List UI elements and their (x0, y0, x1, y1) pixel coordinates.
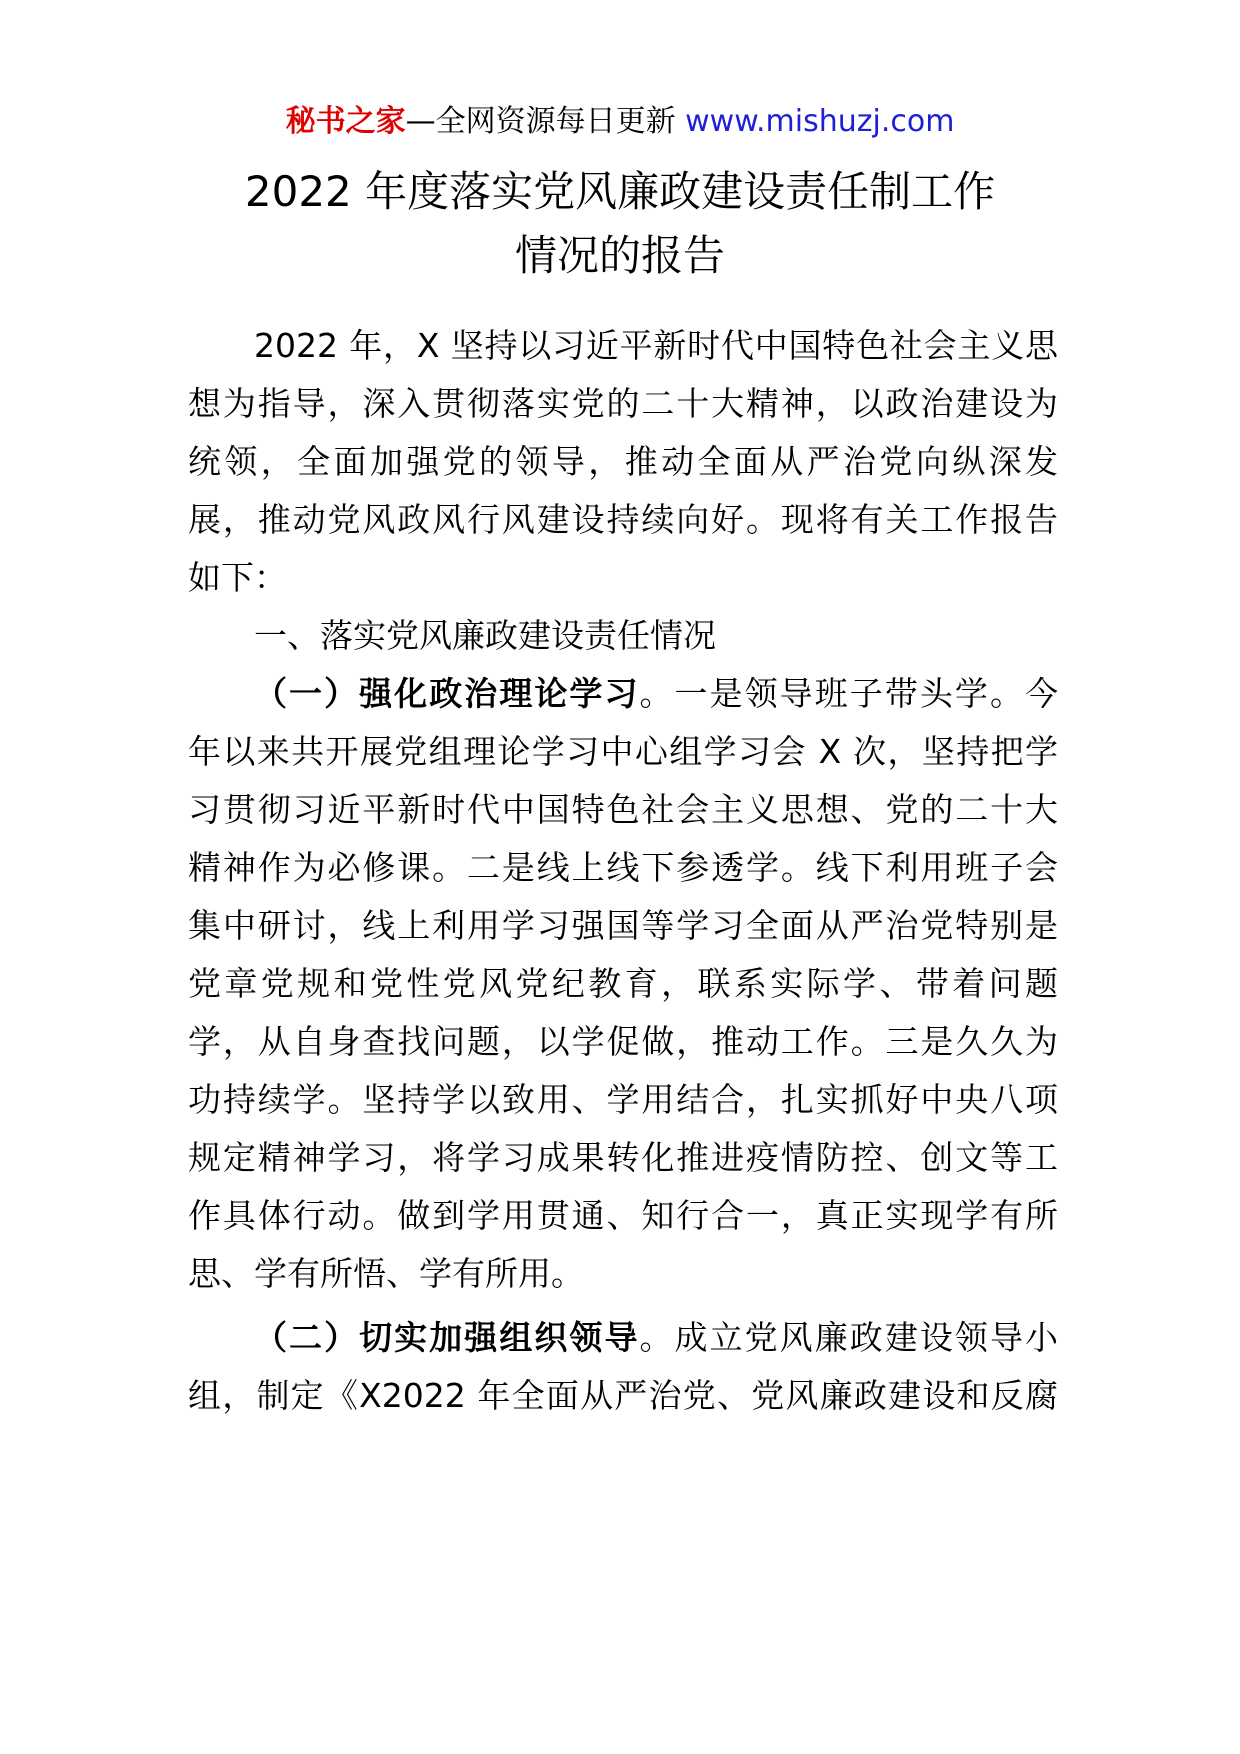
paragraph-2-first-line (254, 670, 1058, 718)
paragraph-1-line: 展，推动党风政风行风建设持续向好。现将有关工作报告 (188, 500, 1058, 539)
paragraph-3-line: 组，制定《X2022 年全面从严治党、党风廉政建设和反腐 (188, 1376, 1058, 1415)
paragraph-2-line: 精神作为必修课。二是线上线下参透学。线下利用班子会 (188, 848, 1058, 887)
paragraph-2-line: 作具体行动。做到学用贯通、知行合一，真正实现学有所 (188, 1196, 1058, 1235)
site-header (0, 100, 1240, 144)
section-heading-1: 一、落实党风廉政建设责任情况 (254, 616, 716, 655)
paragraph-2-line: 学，从自身查找问题，以学促做，推动工作。三是久久为 (188, 1022, 1058, 1061)
subsection-heading-1: （一）强化政治理论学习 (254, 674, 640, 713)
paragraph-2-line: 习贯彻习近平新时代中国特色社会主义思想、党的二十大 (188, 790, 1058, 829)
paragraph-2-line: 年以来共开展党组理论学习中心组学习会 X 次，坚持把学 (188, 732, 1058, 771)
site-url-link[interactable]: www.mishuzj.com (685, 104, 955, 139)
document-title-line-2: 情况的报告 (514, 231, 725, 280)
document-title-line-1: 2022 年度落实党风廉政建设责任制工作 (244, 167, 996, 216)
paragraph-2-line: 集中研讨，线上利用学习强国等学习全面从严治党特别是 (188, 906, 1058, 945)
paragraph-3-first-line (254, 1314, 1058, 1362)
subsection-heading-2: （二）切实加强组织领导 (254, 1318, 640, 1357)
paragraph-1-line: 如下： (188, 558, 287, 597)
paragraph-3-first-line-text: 。成立党风廉政建设领导小 (639, 1318, 1059, 1357)
paragraph-2-line: 思、学有所悟、学有所用。 (188, 1254, 584, 1293)
paragraph-2-line: 功持续学。坚持学以致用、学用结合，扎实抓好中央八项 (188, 1080, 1058, 1119)
brand-name: 秘书之家 (285, 104, 406, 139)
paragraph-2-line: 规定精神学习，将学习成果转化推进疫情防控、创文等工 (188, 1138, 1058, 1177)
paragraph-1-line: 想为指导，深入贯彻落实党的二十大精神，以政治建设为 (188, 384, 1058, 423)
paragraph-1-line: 2022 年，X 坚持以习近平新时代中国特色社会主义思 (254, 326, 1058, 365)
paragraph-1-line: 统领，全面加强党的领导，推动全面从严治党向纵深发 (188, 442, 1058, 481)
paragraph-2-first-line-text: 。一是领导班子带头学。今 (639, 674, 1059, 713)
header-slogan: —全网资源每日更新 (405, 104, 676, 139)
paragraph-2-line: 党章党规和党性党风党纪教育，联系实际学、带着问题 (188, 964, 1058, 1003)
